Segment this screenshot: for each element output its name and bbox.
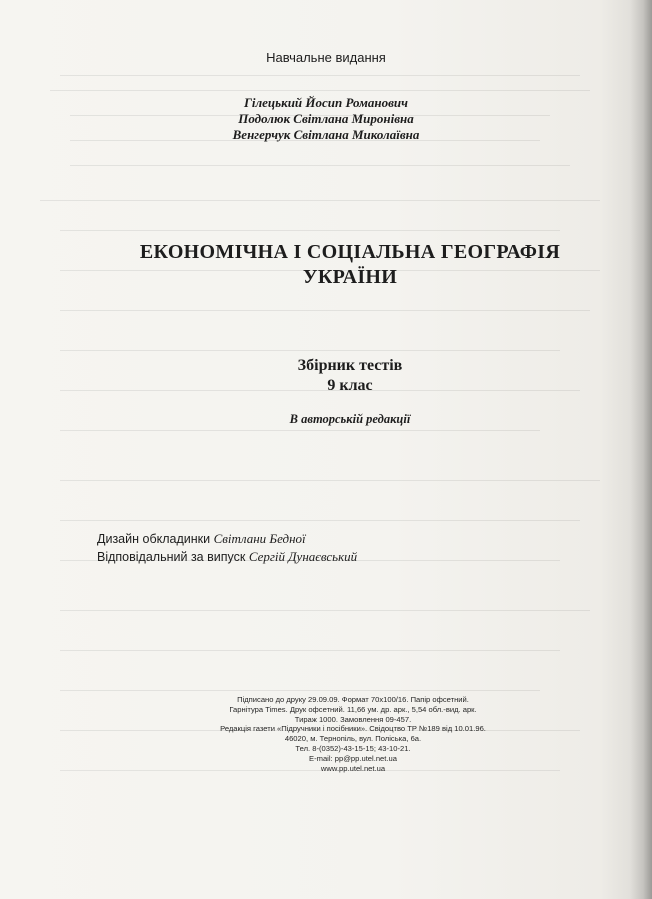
- responsible-credit: [97, 548, 357, 566]
- responsible-name: Сергій Дунаєвський: [248, 549, 358, 564]
- imprint-line: Редакція газети «Підручники і посібники». Свідоцтво ТР №189 від 10.01.96.: [220, 724, 486, 734]
- book-subtitle: [0, 356, 652, 396]
- book-title: [0, 240, 652, 290]
- title-line: ЕКОНОМІЧНА І СОЦІАЛЬНА ГЕОГРАФІЯ: [139, 241, 561, 263]
- title-line: УКРАЇНИ: [302, 266, 398, 288]
- imprint-website: www.pp.utel.net.ua: [320, 763, 386, 773]
- series-label: Навчальне видання: [266, 50, 386, 65]
- cover-design-label: Дизайн обкладинки: [97, 532, 211, 546]
- cover-design-credit: [97, 530, 357, 548]
- edition-note: В авторській редакції: [289, 412, 411, 426]
- author-name: Гілецький Йосип Романович: [244, 95, 408, 110]
- grade-line: 9 клас: [327, 377, 373, 394]
- author-name: Венгерчук Світлана Миколаївна: [232, 127, 420, 142]
- author-name: Подолюк Світлана Миронівна: [238, 111, 414, 126]
- subtitle-line: Збірник тестів: [297, 357, 403, 374]
- imprint-line: Підписано до друку 29.09.09. Формат 70х100/16. Папір офсетний.: [237, 695, 469, 704]
- imprint-line: Тираж 1000. Замовлення 09-457.: [294, 714, 412, 724]
- spine-shadow: [630, 0, 652, 899]
- imprint-block: [180, 695, 526, 773]
- authors-block: [0, 95, 652, 143]
- credits-block: [97, 530, 357, 566]
- responsible-label: Відповідальний за випуск: [97, 550, 246, 564]
- cover-designer-name: Світлани Бедної: [213, 531, 306, 546]
- imprint-line: 46020, м. Тернопіль, вул. Поліська, 6а.: [284, 734, 422, 744]
- imprint-line: Тел. 8-(0352)-43-15-15; 43-10-21.: [295, 743, 411, 753]
- imprint-email: E-mail: pp@pp.utel.net.ua: [309, 753, 397, 763]
- imprint-line: Гарнітура Times. Друк офсетний. 11,66 ум. др. арк., 5,54 обл.-вид. арк.: [229, 704, 477, 714]
